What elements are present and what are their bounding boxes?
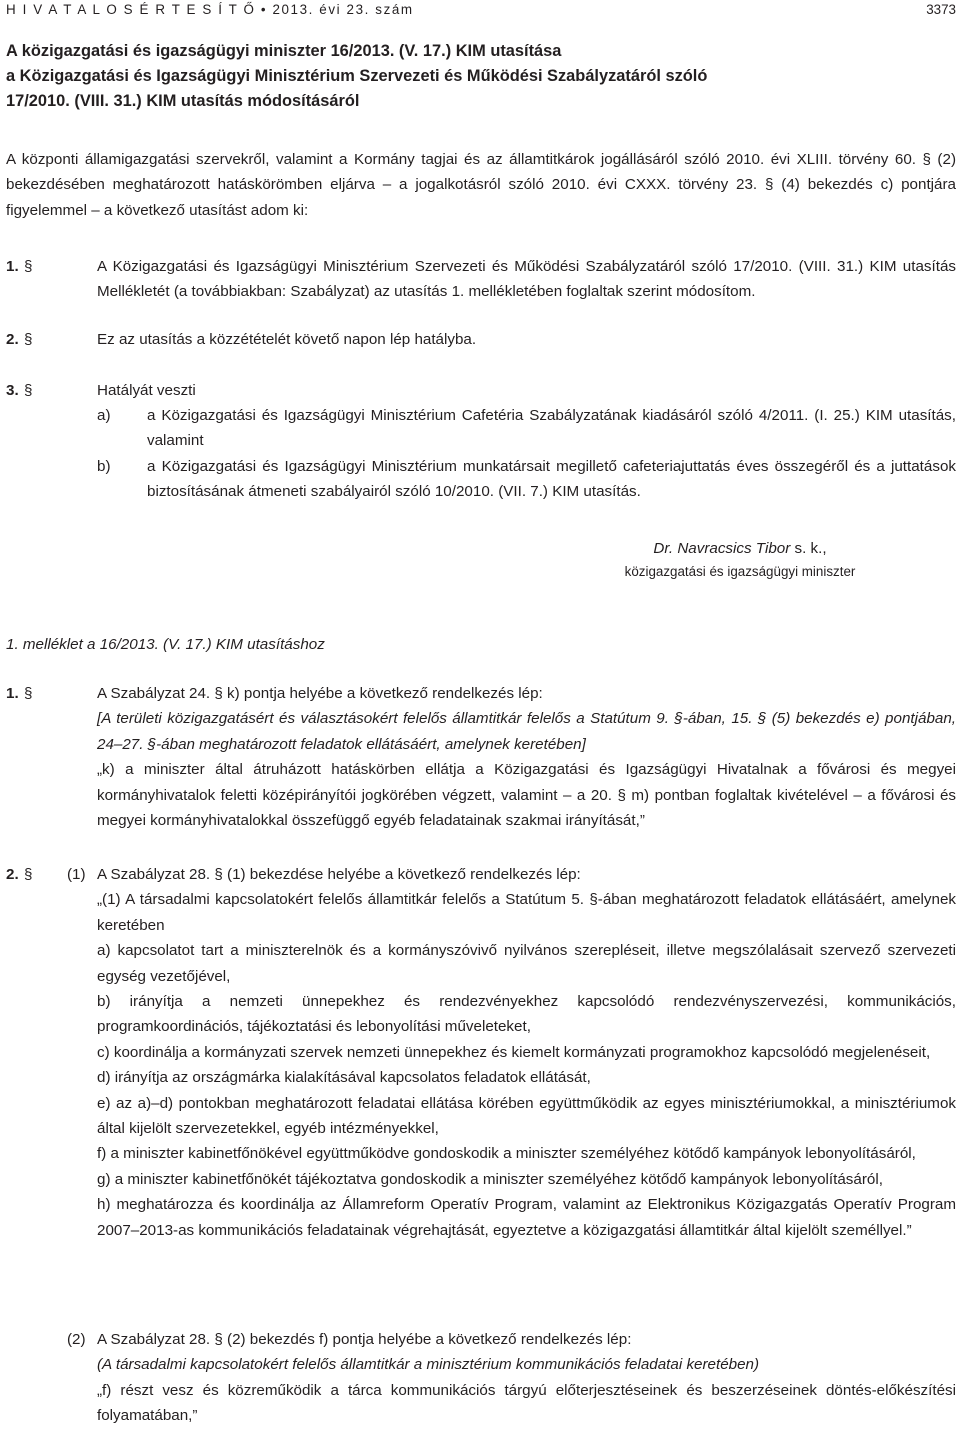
amendment-text: „f) részt vesz és közreműködik a tárca kommunikációs tárgyú előterjesztéseinek és beszerzéseinek döntés-előkészítési folyamatában,”	[97, 1381, 956, 1425]
paragraph-body	[97, 862, 956, 1243]
paragraph-number: (1)	[67, 866, 86, 883]
amendment-intro: A Szabályzat 24. § k) pontja helyébe a következő rendelkezés lép:	[97, 685, 543, 702]
list-item	[97, 403, 956, 454]
running-header	[6, 0, 956, 20]
section-number: 1.	[6, 685, 19, 702]
signature-line	[540, 536, 940, 561]
amendment-line: b) irányítja a nemzeti ünnepekhez és rendezvényekhez kapcsolódó rendezvényszervezési, kommunikációs, programkoordinációs, tájékoztatási és lebonyolítási műveleteket,	[97, 993, 956, 1036]
preamble: A központi államigazgatási szervekről, valamint a Kormány tagjai és az államtitkárok jogállásáról szóló 2010. évi XLIII. törvény 60. § (2) bekezdésében meghatározott hatáskörömben eljárva – a jogalkotásról szóló 2010. évi CXXX. törvény 23. § (4) bekezdés c) pontjára figyelemmel – a következő utasítást adom ki:	[6, 151, 956, 219]
signer-role: közigazgatási és igazságügyi miniszter	[624, 564, 856, 579]
document-title	[6, 39, 946, 114]
repealed-list	[97, 403, 956, 505]
amendment-line: f) a miniszter kabinetfőnökével együttműködve gondoskodik a miniszter személyéhez kötődő kampányok lebonyolításáról,	[97, 1145, 916, 1163]
title-line: A közigazgatási és igazságügyi miniszter 16/2013. (V. 17.) KIM utasítása	[6, 42, 562, 60]
amendment-intro: A Szabályzat 28. § (1) bekezdése helyébe a következő rendelkezés lép:	[97, 866, 581, 883]
section-sign: §	[24, 331, 33, 348]
section-sign: §	[24, 685, 33, 702]
amendment-context: (A társadalmi kapcsolatokért felelős államtitkár a minisztérium kommunikációs feladatai keretében)	[97, 1356, 760, 1374]
section-text: A Közigazgatási és Igazságügyi Minisztérium Szervezeti és Működési Szabályzatáról szóló 17/2010. (VIII. 31.) KIM utasítás Mellékletét (a továbbiakban: Szabályzat) az utasítás 1. mellékletében foglaltak szerint módosítom.	[97, 258, 956, 301]
section-number: 3.	[6, 382, 19, 399]
paragraph-body	[97, 1327, 956, 1429]
amendment-line: h) meghatározza és koordinálja az Államreform Operatív Program, valamint az Elektronikus Közigazgatás Operatív Program 2007–2013-as kommunikációs feladatainak végrehajtását, egyeztetve a közigazgatási államtitkár által kijelölt személlyel.”	[97, 1196, 956, 1239]
amendment-line: a) kapcsolatot tart a miniszterelnök és a kormányszóvivő nyilvános szerepléseit, illetve megszólalásait szervező szervezeti egység vezetőjével,	[97, 942, 956, 985]
section-number: 2.	[6, 866, 19, 883]
title-line: a Közigazgatási és Igazságügyi Minisztérium Szervezeti és Működési Szabályzatáról szóló	[6, 67, 708, 85]
amendment-line: g) a miniszter kabinetfőnökét tájékoztatva gondoskodik a miniszter személyéhez kötődő kampányok lebonyolításáról,	[97, 1170, 883, 1188]
annex-section-body	[97, 681, 956, 833]
item-letter: b)	[97, 457, 111, 475]
list-item	[97, 454, 956, 505]
journal-name: H I V A T A L O S É R T E S Í T Ő • 2013. évi 23. szám	[6, 2, 414, 17]
signer-name: Dr. Navracsics Tibor	[653, 540, 791, 557]
page-number: 3373	[926, 2, 956, 17]
section-number: 1.	[6, 258, 19, 275]
amendment-line: d) irányítja az országmárka kialakításával kapcsolatos feladatok ellátását,	[97, 1069, 591, 1087]
signature-block	[540, 536, 940, 583]
amendment-intro: A Szabályzat 28. § (2) bekezdés f) pontja helyébe a következő rendelkezés lép:	[97, 1331, 632, 1348]
amendment-line: c) koordinálja a kormányzati szervek nemzeti ünnepekhez és kiemelt kormányzati programokhoz kapcsolódó megjelenéseit,	[97, 1043, 931, 1061]
section-number: 2.	[6, 331, 19, 348]
section-sign: §	[24, 258, 33, 275]
section-text: Hatályát veszti	[97, 382, 196, 399]
amendment-line: e) az a)–d) pontokban meghatározott feladatai ellátása körében együttműködik az egyes minisztériumokkal, a minisztériumok által kijelölt szervezetekkel, egyéb intézményekkel,	[97, 1094, 956, 1138]
paragraph-number: (2)	[67, 1331, 86, 1348]
section-text: Ez az utasítás a közzétételét követő napon lép hatályba.	[97, 331, 477, 348]
section-sign: §	[24, 866, 33, 883]
signer-suffix: s. k.,	[790, 540, 827, 557]
annex-title: 1. melléklet a 16/2013. (V. 17.) KIM utasításhoz	[6, 636, 325, 653]
amendment-line: „(1) A társadalmi kapcsolatokért felelős államtitkár felelős a Statútum 5. §-ában meghatározott feladatok ellátásáért, amelynek keretében	[97, 891, 956, 934]
amendment-text: „k) a miniszter által átruházott hatáskörben ellátja a Közigazgatási és Igazságügyi Hivatalnak a fővárosi és megyei kormányhivatalok feletti középirányítói jogkörében végzett, valamint – a 20. § m) pontban foglaltak kivételével – a fővárosi és megyei kormányhivatalokkal összefüggő egyéb feladatainak szakmai irányítását,”	[97, 761, 956, 830]
item-letter: a)	[97, 407, 111, 424]
amendment-context: [A területi közigazgatásért és választásokért felelős államtitkár felelős a Statútum 9. §-ában, 15. § (5) bekezdés e) pontjában, 24–27. §-ában meghatározott feladatok ellátásáért, amelynek keretében]	[97, 710, 956, 753]
item-text: a Közigazgatási és Igazságügyi Minisztérium munkatársait megillető cafeteriajuttatás éves összegéről és a juttatások biztosításának átmeneti szabályairól szóló 10/2010. (VII. 7.) KIM utasítás.	[147, 457, 956, 501]
section-sign: §	[24, 382, 33, 399]
item-text: a Közigazgatási és Igazságügyi Minisztérium Cafetéria Szabályzatának kiadásáról szóló 4/2011. (I. 25.) KIM utasítás, valamint	[147, 407, 956, 450]
title-line: 17/2010. (VIII. 31.) KIM utasítás módosításáról	[6, 92, 360, 110]
